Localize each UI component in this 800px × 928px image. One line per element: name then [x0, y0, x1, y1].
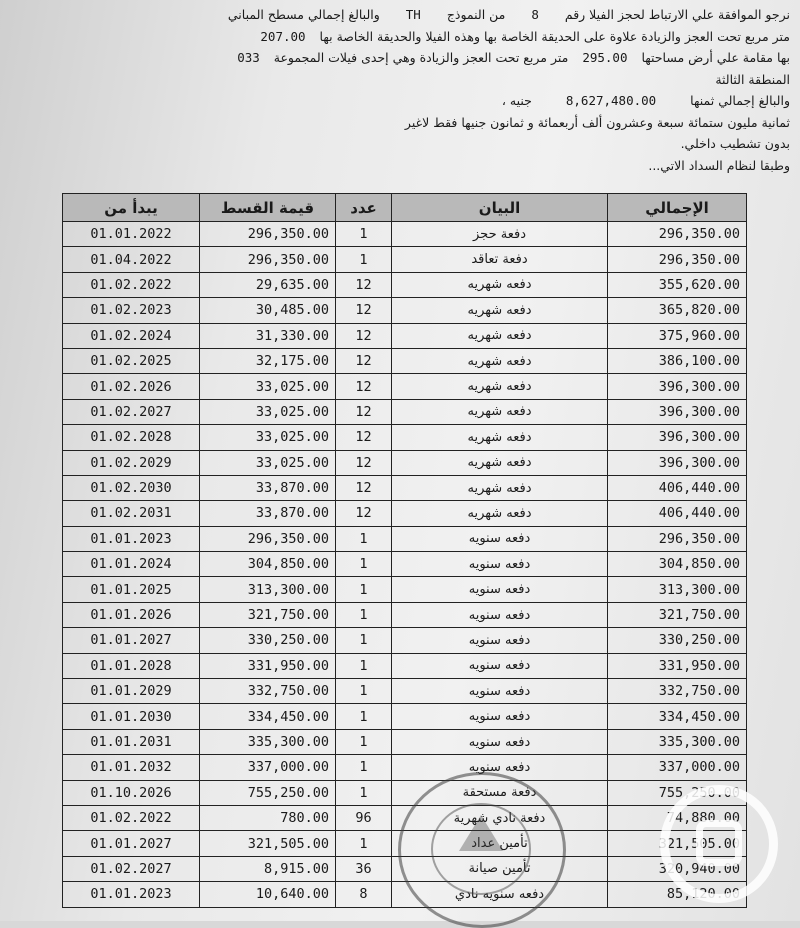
cell-installment: 332,750.00: [200, 679, 336, 704]
cell-installment: 296,350.00: [200, 247, 336, 272]
cell-total: 406,440.00: [608, 501, 747, 526]
cell-installment: 8,915.00: [200, 856, 336, 881]
cell-count: 1: [336, 704, 392, 729]
table-row: [63, 399, 747, 424]
cell-total: 331,950.00: [608, 653, 747, 678]
home-watermark-icon: [660, 785, 778, 903]
cell-start: 01.01.2025: [63, 577, 200, 602]
cell-total: 321,505.00: [608, 831, 747, 856]
cell-installment: 321,750.00: [200, 602, 336, 627]
cell-installment: 32,175.00: [200, 348, 336, 373]
cell-total: 74,880.00: [608, 805, 747, 830]
cell-installment: 296,350.00: [200, 526, 336, 551]
cell-total: 334,450.00: [608, 704, 747, 729]
intro-line-1: نرجو الموافقة علي الارتباط لحجز الفيلا رقم 8 من النموذج TH والبالغ إجمالي مسطح المباني: [227, 7, 790, 22]
cell-installment: 304,850.00: [200, 552, 336, 577]
cell-description: دفعه سنويه: [392, 577, 608, 602]
table-row: [63, 374, 747, 399]
cell-count: 12: [336, 272, 392, 297]
payment-schedule-table: [62, 193, 747, 908]
cell-start: 01.02.2026: [63, 374, 200, 399]
cell-count: 12: [336, 374, 392, 399]
cell-start: 01.01.2027: [63, 831, 200, 856]
cell-total: 355,620.00: [608, 272, 747, 297]
table-row: [63, 704, 747, 729]
cell-count: 1: [336, 831, 392, 856]
intro-line-7: بدون تشطيب داخلي.: [680, 136, 790, 151]
table-row: [63, 425, 747, 450]
cell-total: 396,300.00: [608, 450, 747, 475]
cell-installment: 780.00: [200, 805, 336, 830]
intro-line-8: وطبقا لنظام السداد الاتي...: [648, 157, 790, 173]
table-row: [63, 323, 747, 348]
cell-total: 332,750.00: [608, 679, 747, 704]
cell-start: 01.01.2031: [63, 729, 200, 754]
cell-installment: 33,025.00: [200, 450, 336, 475]
cell-total: 396,300.00: [608, 425, 747, 450]
cell-start: 01.02.2031: [63, 501, 200, 526]
cell-start: 01.04.2022: [63, 247, 200, 272]
table-row: [63, 298, 747, 323]
cell-count: 12: [336, 348, 392, 373]
cell-installment: 337,000.00: [200, 755, 336, 780]
cell-description: دفعه شهريه: [392, 374, 608, 399]
table-row: [63, 882, 747, 907]
cell-start: 01.02.2022: [63, 272, 200, 297]
cell-installment: 30,485.00: [200, 298, 336, 323]
cell-description: دفعة نادي شهرية: [392, 805, 608, 830]
cell-start: 01.01.2023: [63, 882, 200, 907]
cell-total: 296,350.00: [608, 222, 747, 247]
seal-emblem: [459, 815, 503, 851]
intro-text: [10, 4, 790, 176]
header-start: يبدأ من: [63, 194, 200, 222]
cell-description: دفعه سنويه: [392, 602, 608, 627]
cell-start: 01.02.2024: [63, 323, 200, 348]
cell-description: دفعه شهريه: [392, 399, 608, 424]
cell-description: دفعه شهريه: [392, 450, 608, 475]
table-body: [63, 222, 747, 908]
cell-count: 1: [336, 577, 392, 602]
table-row: [63, 348, 747, 373]
cell-total: 320,940.00: [608, 856, 747, 881]
cell-start: 01.02.2027: [63, 856, 200, 881]
cell-start: 01.01.2023: [63, 526, 200, 551]
cell-count: 12: [336, 298, 392, 323]
cell-description: دفعه سنويه: [392, 628, 608, 653]
cell-description: دفعه سنويه: [392, 552, 608, 577]
cell-description: دفعه سنويه: [392, 526, 608, 551]
cell-description: دفعه سنويه: [392, 653, 608, 678]
table-row: [63, 475, 747, 500]
cell-count: 36: [336, 856, 392, 881]
cell-description: دفعه سنويه: [392, 704, 608, 729]
watermark-house-shape: [696, 820, 742, 866]
cell-total: 396,300.00: [608, 374, 747, 399]
cell-installment: 335,300.00: [200, 729, 336, 754]
cell-start: 01.01.2027: [63, 628, 200, 653]
cell-description: دفعه سنويه: [392, 679, 608, 704]
cell-start: 01.01.2024: [63, 552, 200, 577]
cell-installment: 313,300.00: [200, 577, 336, 602]
cell-start: 01.01.2032: [63, 755, 200, 780]
cell-description: دفعة مستحقة: [392, 780, 608, 805]
cell-count: 96: [336, 805, 392, 830]
cell-description: تأمين صيانة: [392, 856, 608, 881]
header-description: البيان: [392, 194, 608, 222]
cell-installment: 334,450.00: [200, 704, 336, 729]
header-installment: قيمة القسط: [200, 194, 336, 222]
cell-count: 12: [336, 425, 392, 450]
cell-total: 396,300.00: [608, 399, 747, 424]
cell-total: 296,350.00: [608, 526, 747, 551]
cell-description: دفعه شهريه: [392, 298, 608, 323]
table-row: [63, 222, 747, 247]
cell-count: 1: [336, 526, 392, 551]
cell-installment: 31,330.00: [200, 323, 336, 348]
cell-count: 8: [336, 882, 392, 907]
cell-count: 1: [336, 552, 392, 577]
cell-start: 01.02.2030: [63, 475, 200, 500]
cell-description: تأمين عداد: [392, 831, 608, 856]
intro-line-6: ثمانية مليون ستمائة سبعة وعشرون ألف أربعمائة و ثمانون جنيها فقط لاغير: [404, 114, 790, 130]
cell-installment: 755,250.00: [200, 780, 336, 805]
table-row: [63, 755, 747, 780]
cell-total: 304,850.00: [608, 552, 747, 577]
cell-total: 335,300.00: [608, 729, 747, 754]
cell-count: 1: [336, 755, 392, 780]
table-row: [63, 653, 747, 678]
intro-line-5: والبالغ إجمالي ثمنها 8,627,480.00 جنيه ،: [501, 93, 790, 108]
cell-total: 321,750.00: [608, 602, 747, 627]
cell-count: 1: [336, 222, 392, 247]
company-seal-icon: [398, 772, 566, 928]
cell-installment: 33,870.00: [200, 475, 336, 500]
cell-description: دفعه شهريه: [392, 501, 608, 526]
cell-count: 1: [336, 780, 392, 805]
table-row: [63, 272, 747, 297]
cell-installment: 331,950.00: [200, 653, 336, 678]
table-row: [63, 780, 747, 805]
table-row: [63, 577, 747, 602]
cell-total: 365,820.00: [608, 298, 747, 323]
intro-line-4: المنطقة الثالثة: [715, 71, 790, 87]
cell-start: 01.01.2022: [63, 222, 200, 247]
cell-count: 1: [336, 602, 392, 627]
header-count: عدد: [336, 194, 392, 222]
cell-total: 755,250.00: [608, 780, 747, 805]
cell-total: 386,100.00: [608, 348, 747, 373]
cell-description: دفعه شهريه: [392, 475, 608, 500]
cell-start: 01.02.2028: [63, 425, 200, 450]
cell-start: 01.02.2022: [63, 805, 200, 830]
table-header-row: [63, 194, 747, 222]
cell-installment: 330,250.00: [200, 628, 336, 653]
cell-description: دفعة تعاقد: [392, 247, 608, 272]
cell-installment: 321,505.00: [200, 831, 336, 856]
cell-count: 1: [336, 247, 392, 272]
cell-count: 12: [336, 475, 392, 500]
cell-start: 01.01.2026: [63, 602, 200, 627]
table-row: [63, 526, 747, 551]
table-row: [63, 602, 747, 627]
intro-line-3: بها مقامة علي أرض مساحتها 295.00 متر مربع تحت العجز والزيادة وهي إحدى فيلات المجموعة 033: [237, 50, 790, 65]
table-row: [63, 628, 747, 653]
cell-total: 85,120.00: [608, 882, 747, 907]
intro-line-2: متر مربع تحت العجز والزيادة علاوة على الحديقة الخاصة بها وهذه الفيلا والحديقة الخاصة بها 207.00: [260, 28, 790, 44]
cell-total: 375,960.00: [608, 323, 747, 348]
cell-installment: 33,025.00: [200, 374, 336, 399]
cell-start: 01.01.2029: [63, 679, 200, 704]
cell-total: 313,300.00: [608, 577, 747, 602]
table-row: [63, 247, 747, 272]
cell-count: 12: [336, 501, 392, 526]
cell-count: 12: [336, 450, 392, 475]
cell-count: 1: [336, 729, 392, 754]
table-row: [63, 729, 747, 754]
cell-installment: 296,350.00: [200, 222, 336, 247]
cell-total: 337,000.00: [608, 755, 747, 780]
cell-description: دفعه شهريه: [392, 323, 608, 348]
cell-installment: 33,870.00: [200, 501, 336, 526]
table-row: [63, 450, 747, 475]
cell-count: 1: [336, 679, 392, 704]
cell-description: دفعه سنويه نادي: [392, 882, 608, 907]
header-total: الإجمالي: [608, 194, 747, 222]
cell-total: 296,350.00: [608, 247, 747, 272]
cell-start: 01.01.2030: [63, 704, 200, 729]
cell-installment: 33,025.00: [200, 399, 336, 424]
cell-start: 01.02.2025: [63, 348, 200, 373]
cell-description: دفعة حجز: [392, 222, 608, 247]
cell-description: دفعه شهريه: [392, 272, 608, 297]
cell-count: 12: [336, 323, 392, 348]
cell-count: 1: [336, 628, 392, 653]
cell-installment: 10,640.00: [200, 882, 336, 907]
table-row: [63, 552, 747, 577]
cell-start: 01.02.2027: [63, 399, 200, 424]
cell-description: دفعه سنويه: [392, 755, 608, 780]
cell-start: 01.01.2028: [63, 653, 200, 678]
cell-start: 01.02.2029: [63, 450, 200, 475]
cell-start: 01.10.2026: [63, 780, 200, 805]
cell-description: دفعه شهريه: [392, 348, 608, 373]
table-row: [63, 679, 747, 704]
table-row: [63, 501, 747, 526]
cell-count: 1: [336, 653, 392, 678]
cell-start: 01.02.2023: [63, 298, 200, 323]
cell-installment: 29,635.00: [200, 272, 336, 297]
cell-description: دفعه شهريه: [392, 425, 608, 450]
cell-total: 406,440.00: [608, 475, 747, 500]
cell-installment: 33,025.00: [200, 425, 336, 450]
cell-count: 12: [336, 399, 392, 424]
cell-total: 330,250.00: [608, 628, 747, 653]
cell-description: دفعه سنويه: [392, 729, 608, 754]
